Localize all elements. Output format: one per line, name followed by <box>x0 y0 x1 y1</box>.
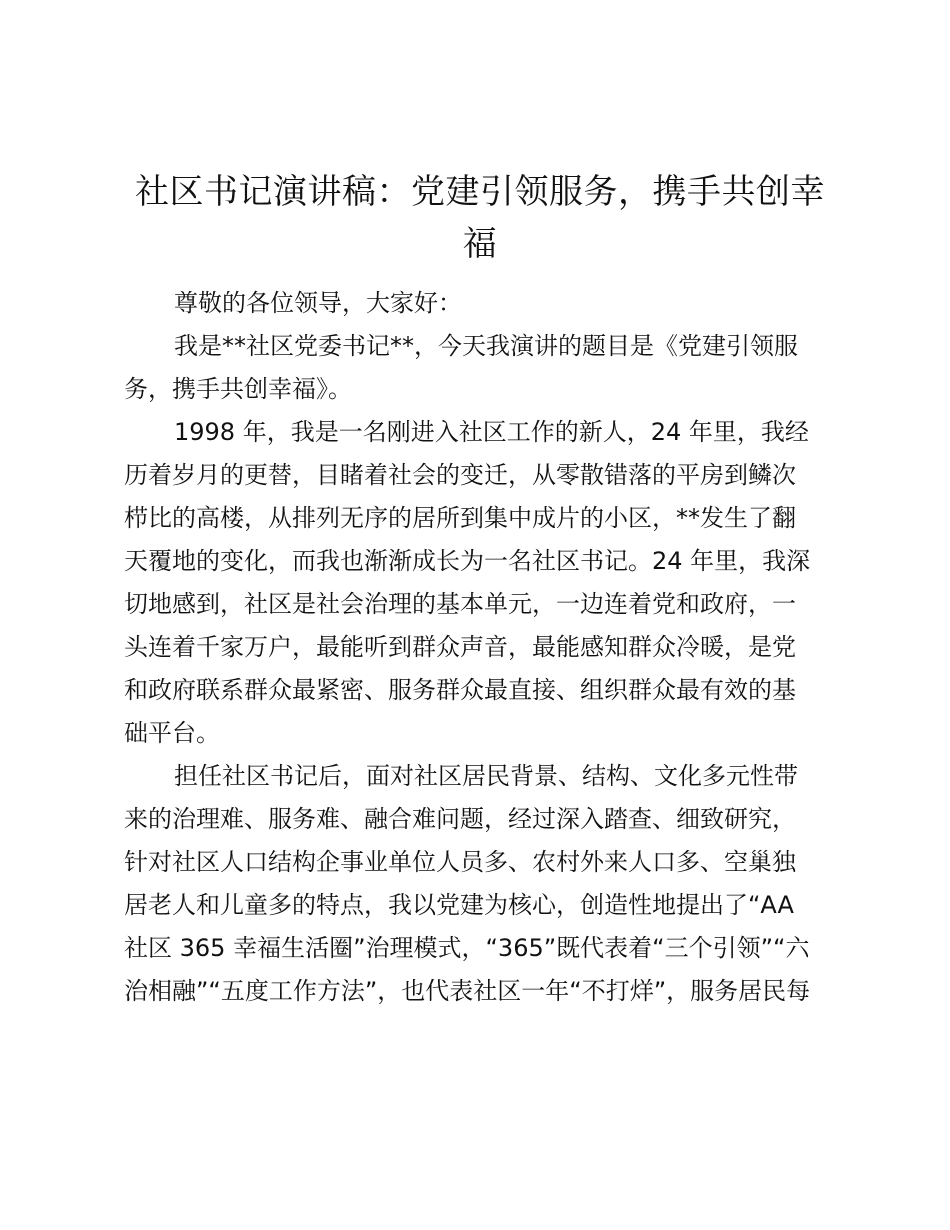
paragraph-line: 社区 365 幸福生活圈”治理模式，“365”既代表着“三个引领”“六 <box>124 934 810 962</box>
paragraph-line: 天覆地的变化，而我也渐渐成长为一名社区书记。24 年里，我深 <box>124 547 811 575</box>
title-line-2: 福 <box>462 224 498 264</box>
title-line-1: 社区书记演讲稿：党建引领服务，携手共创幸 <box>135 172 825 212</box>
paragraph-line: 担任社区书记后，面对社区居民背景、结构、文化多元性带 <box>174 762 798 790</box>
paragraph-line: 历着岁月的更替，目睹着社会的变迁，从零散错落的平房到鳞次 <box>124 461 796 489</box>
paragraph-line: 来的治理难、服务难、融合难问题，经过深入踏查、细致研究， <box>124 805 796 833</box>
paragraph-line: 治相融”“五度工作方法”，也代表社区一年“不打烊”，服务居民每 <box>124 977 811 1005</box>
paragraph-line: 居老人和儿童多的特点，我以党建为核心，创造性地提出了“AA <box>124 891 794 919</box>
document-title <box>120 166 840 270</box>
paragraph-line: 和政府联系群众最紧密、服务群众最直接、组织群众最有效的基 <box>124 676 796 704</box>
paragraph-line: 务，携手共创幸福》。 <box>124 375 352 403</box>
paragraph-line: 我是**社区党委书记**，今天我演讲的题目是《党建引领服 <box>174 332 798 360</box>
paragraph-line: 础平台。 <box>124 719 220 747</box>
paragraph-line: 栉比的高楼，从排列无序的居所到集中成片的小区，**发生了翻 <box>124 504 796 532</box>
paragraph-line: 头连着千家万户，最能听到群众声音，最能感知群众冷暖，是党 <box>124 633 796 661</box>
paragraph-line: 针对社区人口结构企事业单位人员多、农村外来人口多、空巢独 <box>124 848 796 876</box>
paragraph-line: 尊敬的各位领导，大家好： <box>174 289 462 317</box>
paragraph-line: 切地感到，社区是社会治理的基本单元，一边连着党和政府，一 <box>124 590 796 618</box>
document-body <box>124 282 836 1013</box>
paragraph-line: 1998 年，我是一名刚进入社区工作的新人，24 年里，我经 <box>174 418 809 446</box>
